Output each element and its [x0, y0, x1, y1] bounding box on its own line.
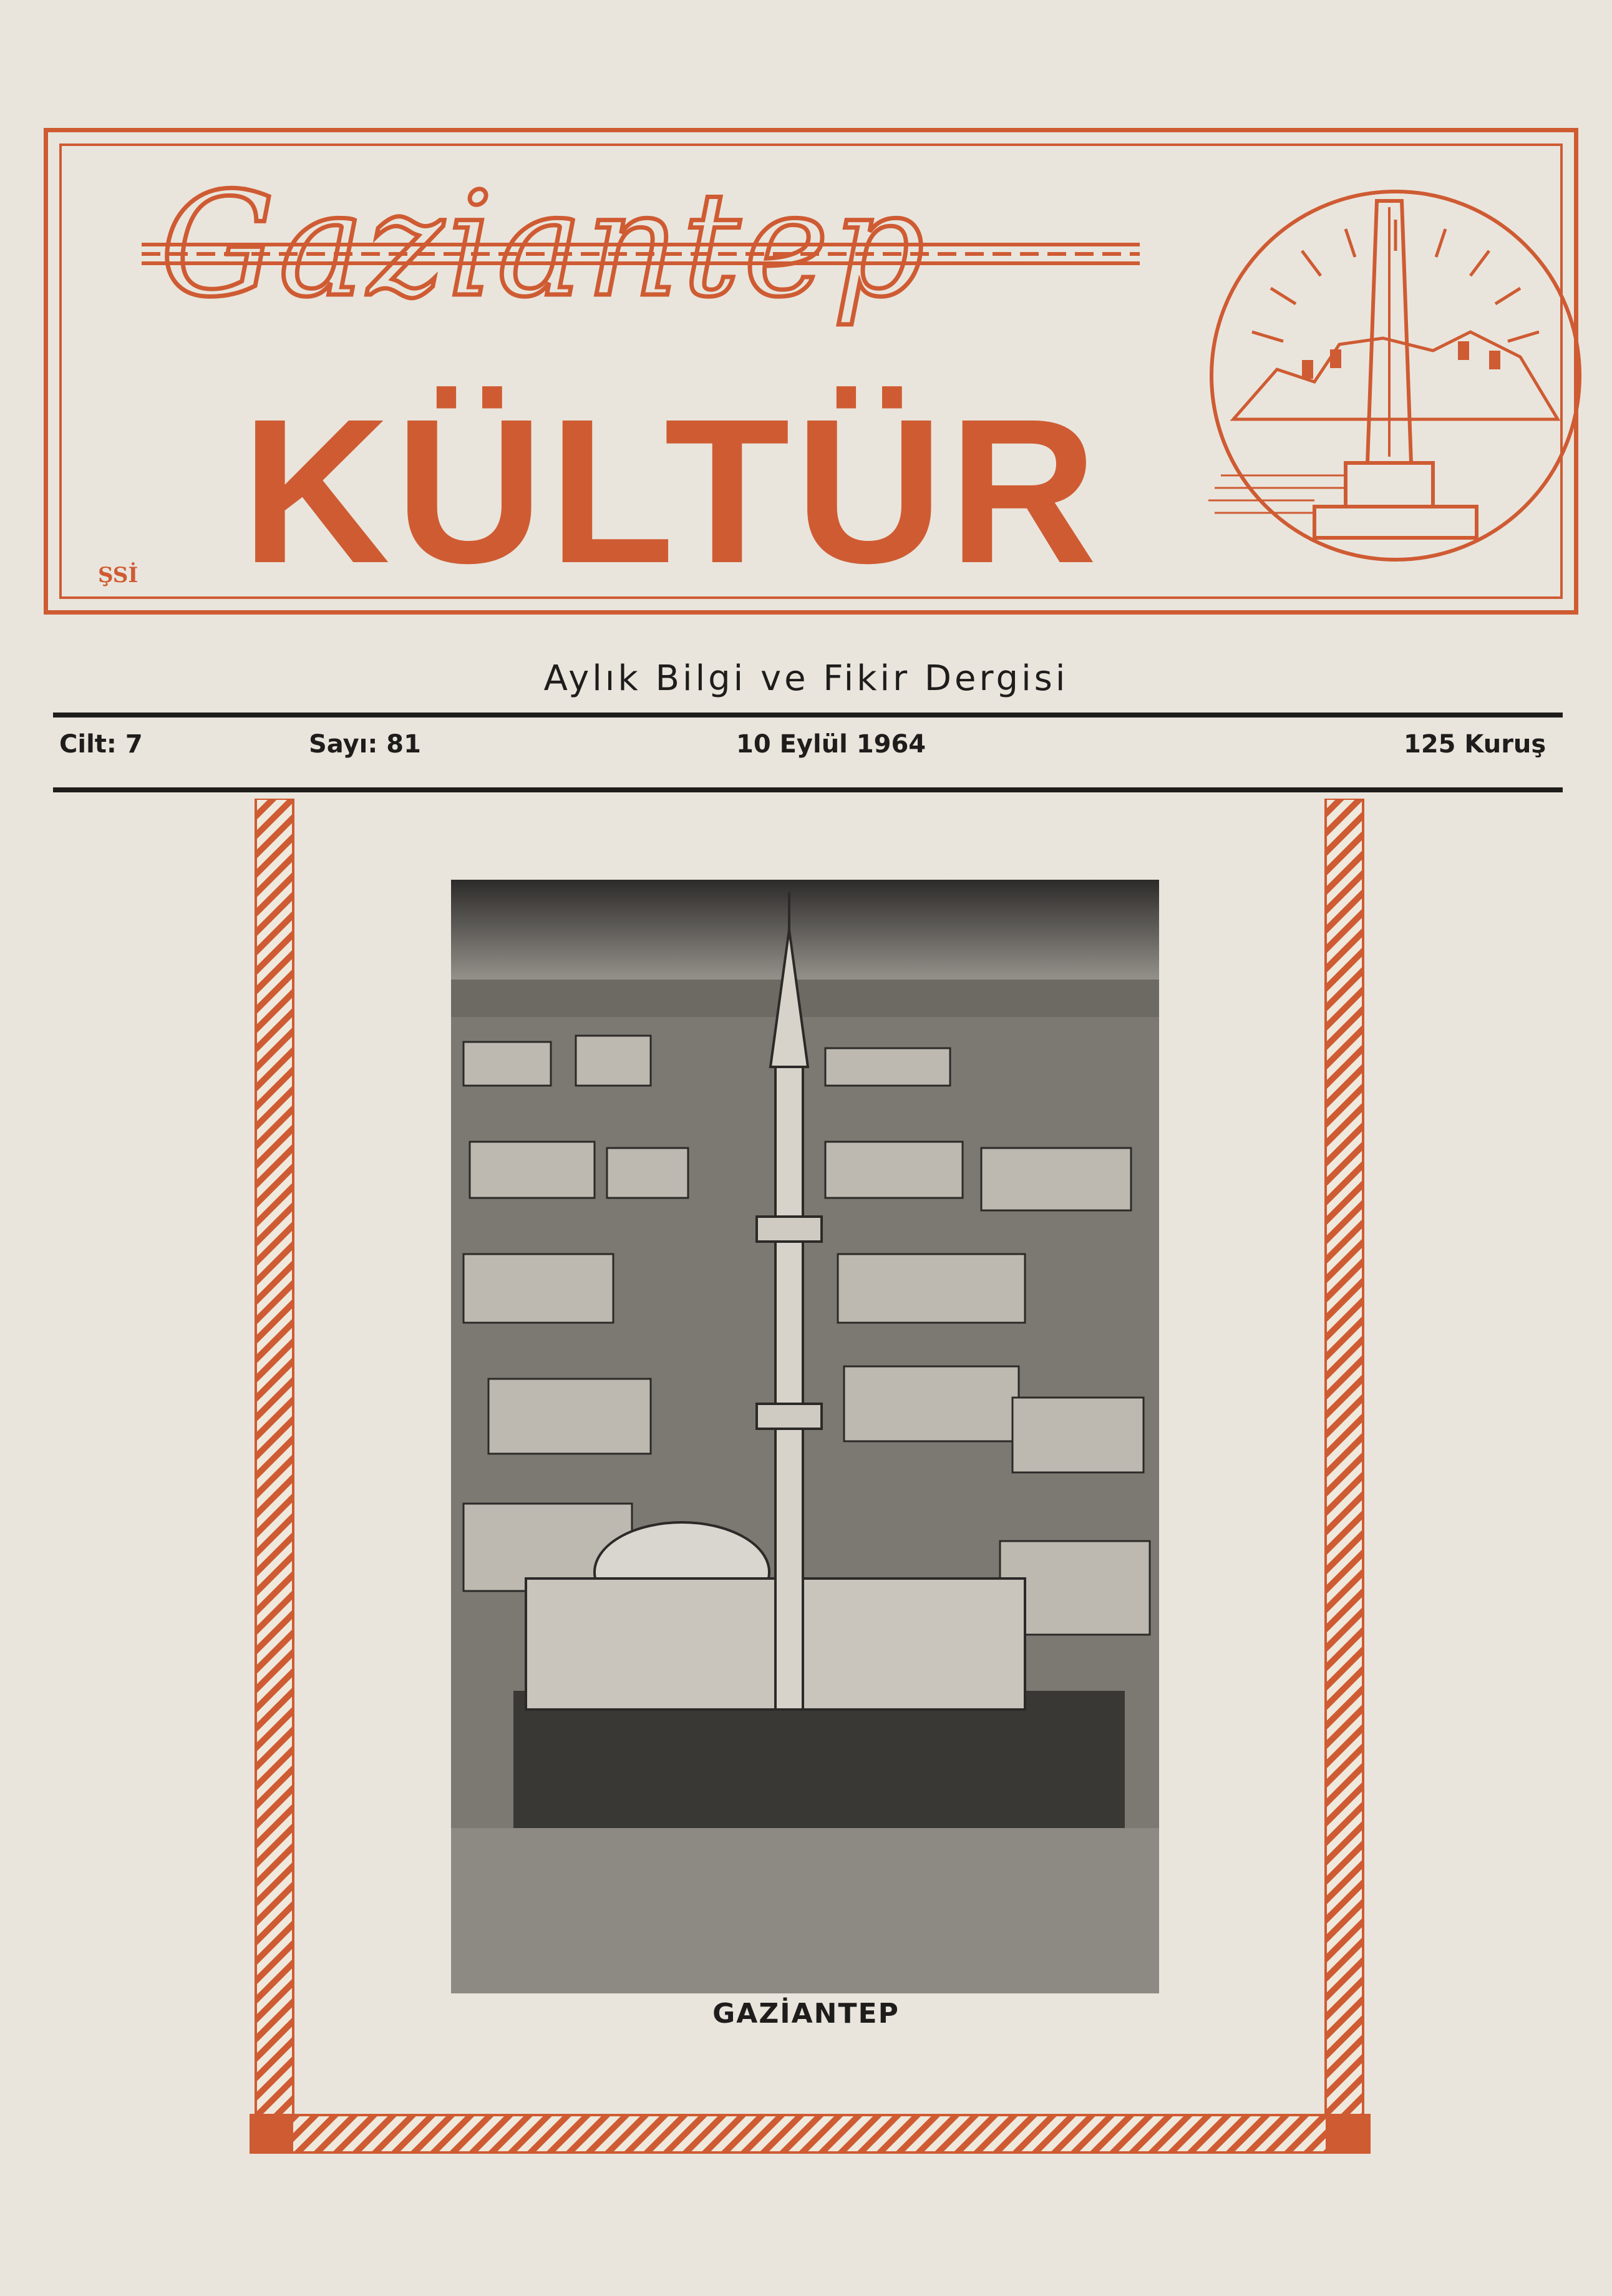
issue-number: Sayı: 81 [309, 730, 421, 759]
issue-date: 10 Eylül 1964 [736, 730, 926, 759]
frame-bottom [250, 2115, 1369, 2152]
volume-label: Cilt: 7 [59, 730, 143, 759]
masthead [44, 128, 1578, 615]
cover-photo [451, 880, 1159, 1993]
monument-emblem [1196, 182, 1583, 581]
price: 125 Kuruş [1404, 730, 1546, 759]
frame-right [1326, 799, 1363, 2128]
script-title-logo [142, 170, 1140, 357]
frame-left [256, 799, 293, 2128]
subtitle: Aylık Bilgi ve Fikir Dergisi [543, 658, 1069, 699]
issue-info-row [0, 730, 1612, 774]
designer-monogram: ŞSİ [98, 563, 138, 588]
city-photo-illustration [451, 880, 1159, 1993]
bottom-rule [53, 787, 1563, 792]
top-rule [53, 713, 1563, 718]
script-title-text: Gaziantep [160, 170, 928, 329]
main-title: KÜLTÜR [241, 376, 1102, 606]
photo-caption: GAZİANTEP [712, 1998, 900, 2030]
